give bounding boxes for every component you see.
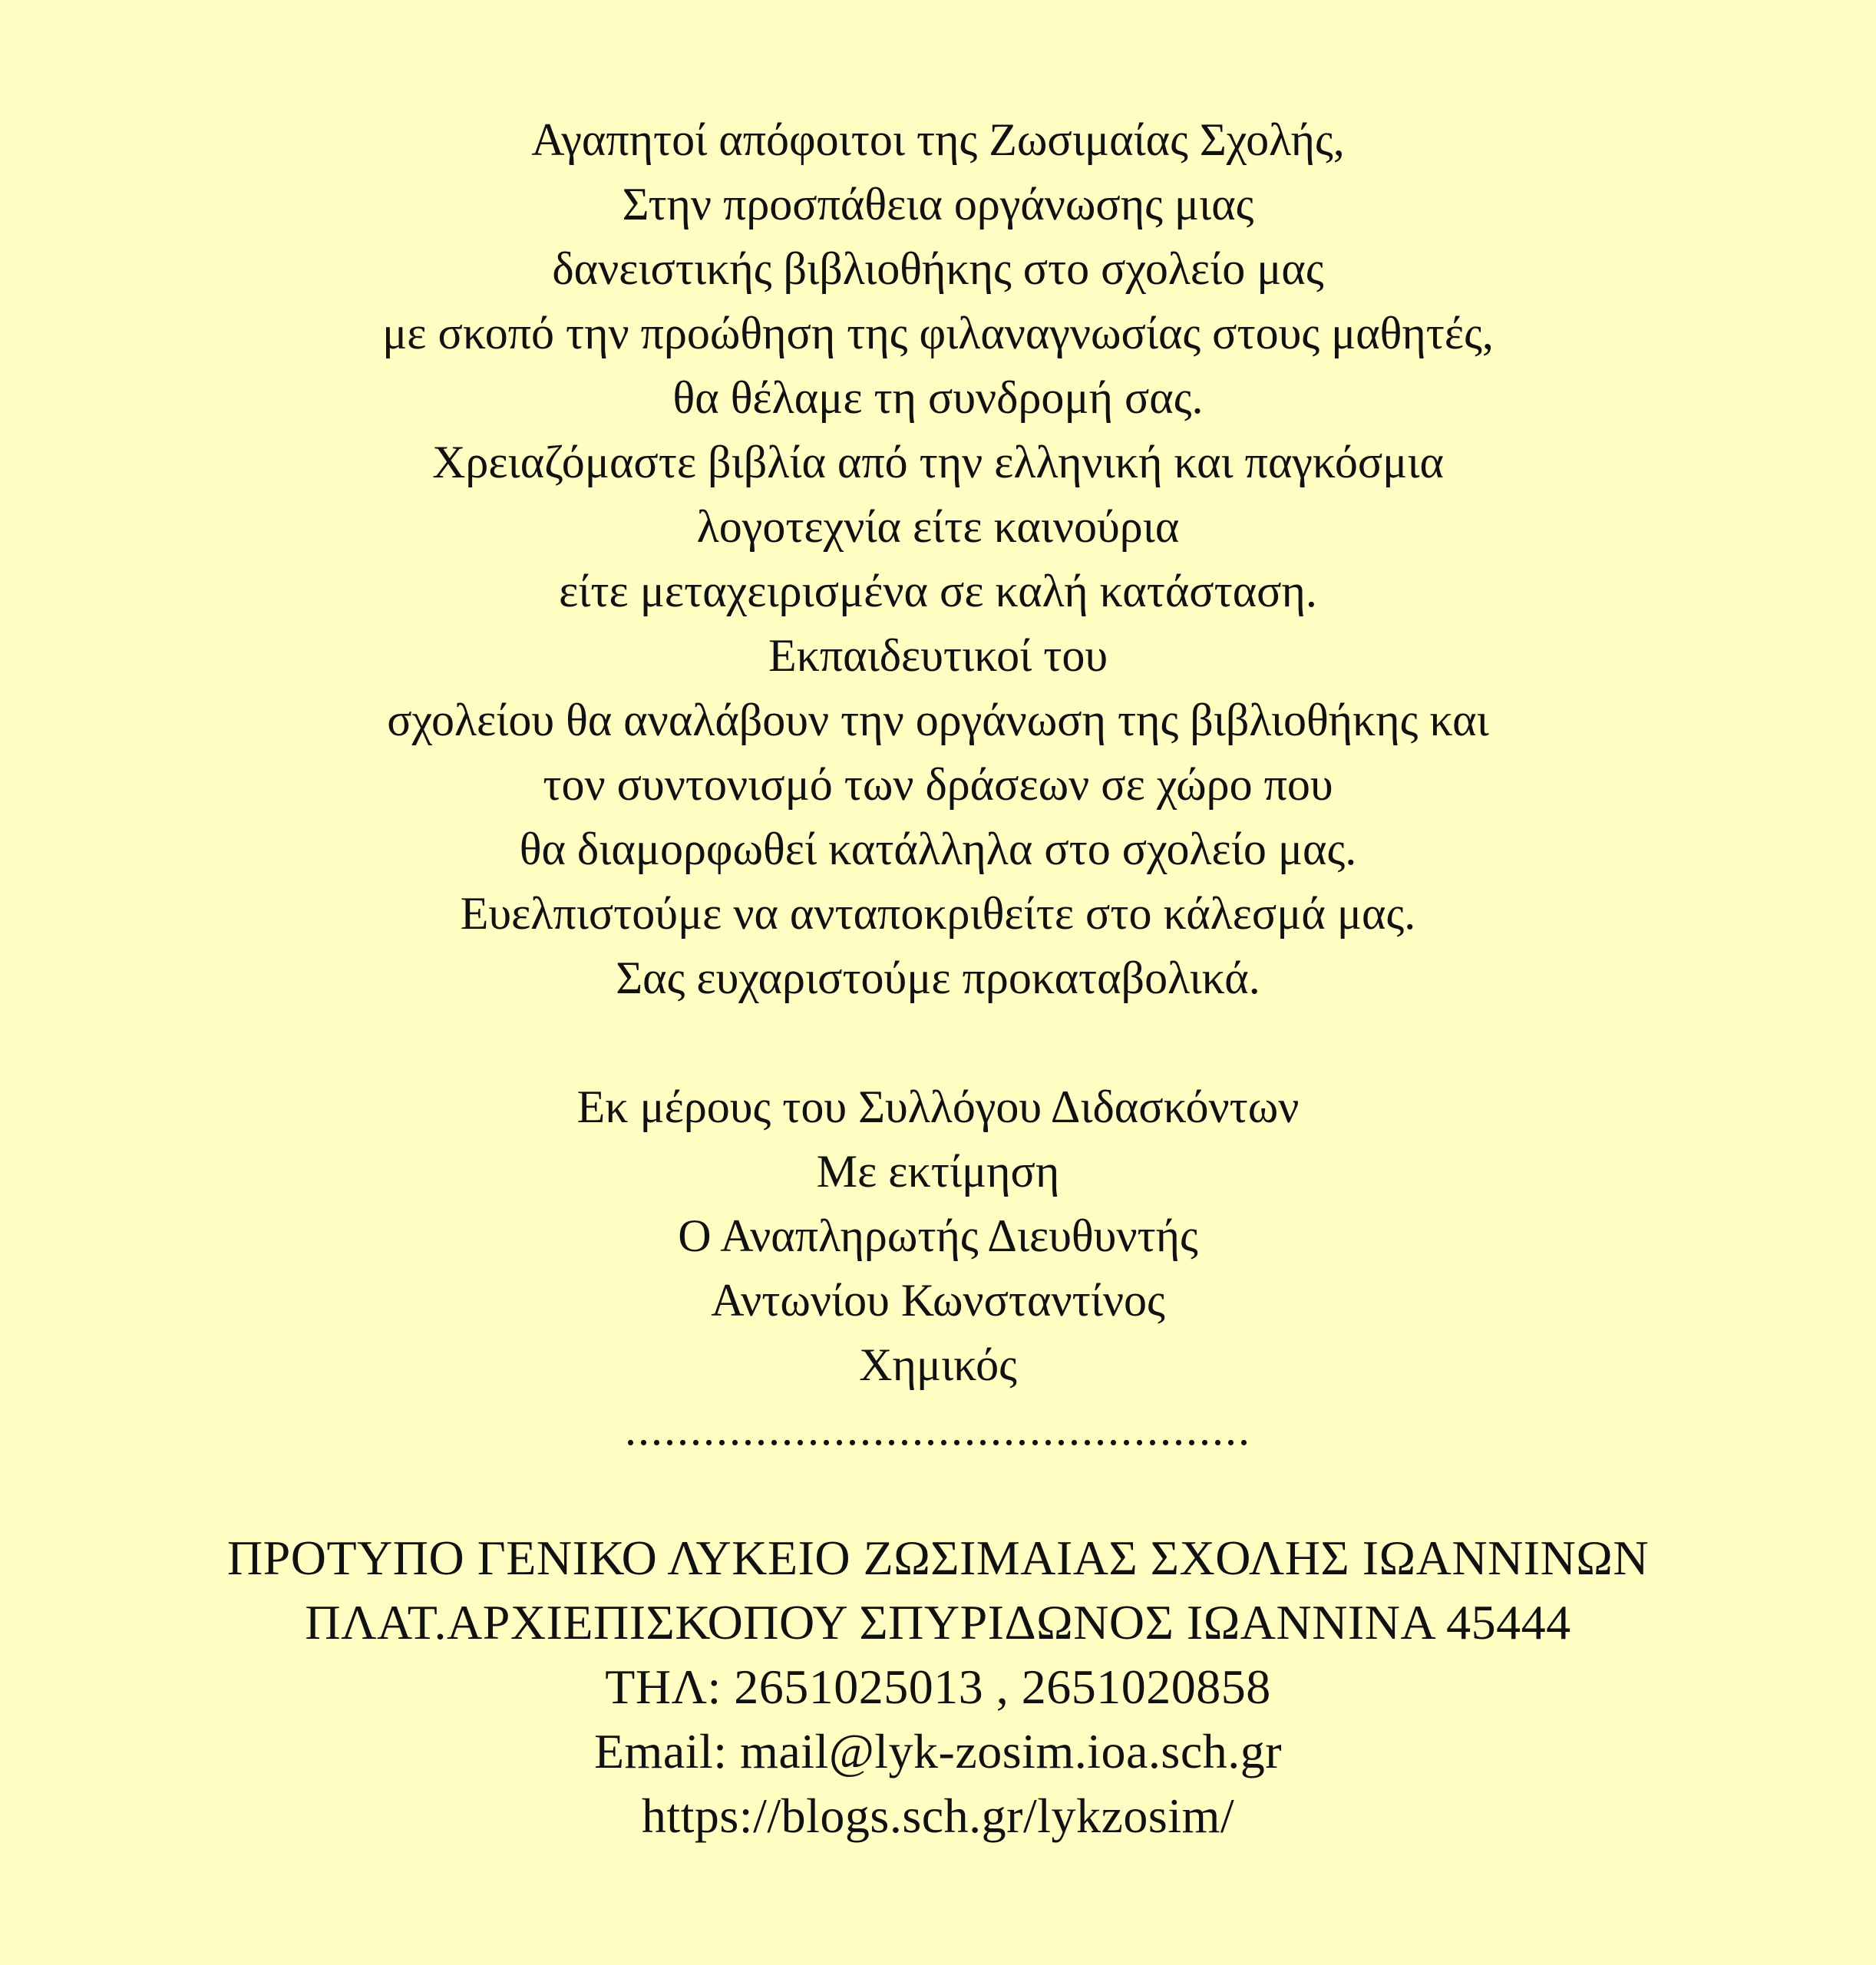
letter-line: Εκπαιδευτικοί του [768,630,1108,681]
letter-line: σχολείου θα αναλάβουν την οργάνωση της βιβλιοθήκης και [387,695,1489,745]
signature-regards: Με εκτίμηση [816,1146,1060,1197]
letter-line: τον συντονισμό των δράσεων σε χώρο που [543,759,1333,810]
letter-line: λογοτεχνία είτε καινούρια [696,501,1180,552]
signature-block [0,1075,1876,1461]
signature-specialty: Χημικός [859,1339,1017,1390]
letter-line: Ευελπιστούμε να ανταποκριθείτε στο κάλεσμά μας. [460,888,1416,939]
school-contact-footer [0,1526,1876,1848]
letter-line: με σκοπό την προώθηση της φιλαναγνωσίας στους μαθητές, [382,308,1494,358]
school-phone: ΤΗΛ: 2651025013 , 2651020858 [605,1660,1271,1714]
signature-role: Ο Αναπληρωτής Διευθυντής [678,1210,1198,1261]
school-email: Email: mail@lyk-zosim.ioa.sch.gr [593,1724,1283,1778]
signature-name: Αντωνίου Κωνσταντίνος [711,1275,1165,1326]
letter-greeting: Αγαπητοί απόφοιτοι της Ζωσιμαίας Σχολής, [531,114,1345,165]
letter-closing-thanks: Σας ευχαριστούμε προκαταβολικά. [616,953,1260,1003]
school-name: ΠΡΟΤΥΠΟ ΓΕΝΙΚΟ ΛΥΚΕΙΟ ΖΩΣΙΜΑΙΑΣ ΣΧΟΛΗΣ ΙΩΑΝΝΙΝΩΝ [226,1531,1650,1585]
letter-line: δανειστικής βιβλιοθήκης στο σχολείο μας [552,243,1324,294]
dotted-separator: ................................................ [625,1404,1251,1455]
letter-line: Στην προσπάθεια οργάνωσης μιας [622,179,1254,230]
letter-body [0,107,1876,1010]
letter-line: θα θέλαμε τη συνδρομή σας. [672,372,1204,423]
school-website: https://blogs.sch.gr/lykzosim/ [641,1788,1235,1843]
signature-on-behalf: Εκ μέρους του Συλλόγου Διδασκόντων [576,1082,1300,1132]
school-address: ΠΛΑΤ.ΑΡΧΙΕΠΙΣΚΟΠΟΥ ΣΠΥΡΙΔΩΝΟΣ ΙΩΑΝΝΙΝΑ 45444 [305,1595,1571,1650]
letter-line: είτε μεταχειρισμένα σε καλή κατάσταση. [559,566,1317,616]
letter-line: Χρειαζόμαστε βιβλία από την ελληνική και παγκόσμια [432,437,1444,487]
letter-line: θα διαμορφωθεί κατάλληλα στο σχολείο μας. [519,824,1357,874]
